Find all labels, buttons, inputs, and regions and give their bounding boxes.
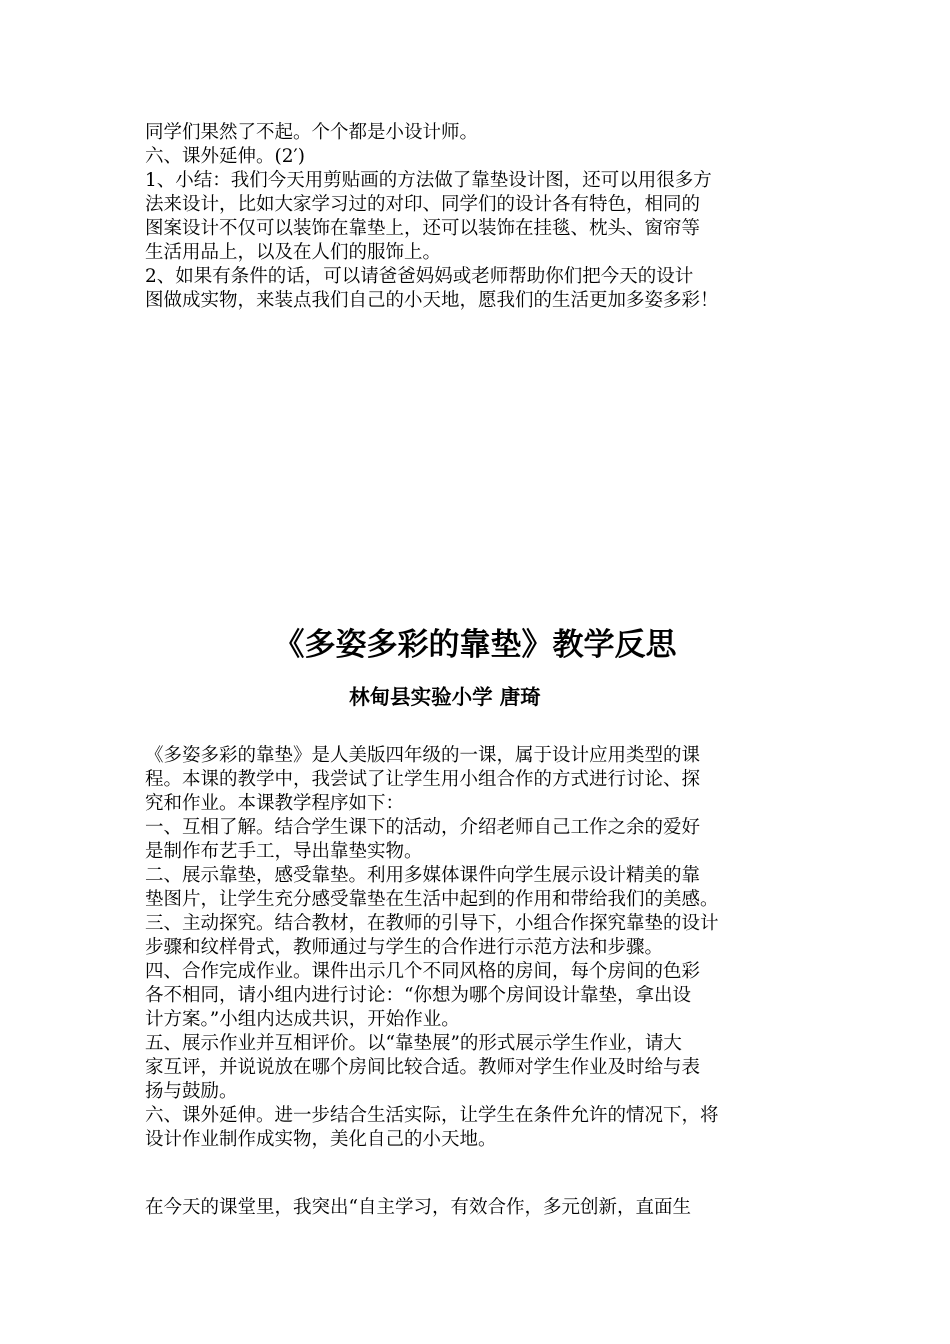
- paragraph-line: 扬与鼓励。: [145, 1081, 238, 1102]
- paragraph-line: 设计作业制作成实物，美化自己的小天地。: [145, 1129, 497, 1150]
- paragraph-line: 是制作布艺手工，导出靠垫实物。: [145, 841, 423, 862]
- author-line: 林甸县实验小学 唐琦: [349, 685, 541, 709]
- paragraph-line: 生活用品上，以及在人们的服饰上。: [145, 242, 442, 263]
- paragraph-line: 法来设计，比如大家学习过的对印、同学们的设计各有特色，相同的: [145, 194, 701, 215]
- paragraph-line: 各不相同，请小组内进行讨论：“你想为哪个房间设计靠垫，拿出设: [145, 985, 691, 1006]
- paragraph-line: 《多姿多彩的靠垫》是人美版四年级的一课，属于设计应用类型的课: [145, 745, 701, 766]
- paragraph-line: 程。本课的教学中，我尝试了让学生用小组合作的方式进行讨论、探: [145, 769, 701, 790]
- paragraph-line: 同学们果然了不起。个个都是小设计师。: [145, 122, 479, 143]
- paragraph-line: 1、小结：我们今天用剪贴画的方法做了靠垫设计图，还可以用很多方: [145, 170, 712, 191]
- top-section: [145, 121, 825, 313]
- paragraph-line: 究和作业。本课教学程序如下：: [145, 793, 405, 814]
- paragraph-line: 计方案。”小组内达成共识，开始作业。: [145, 1009, 460, 1030]
- paragraph-line: 二、展示靠垫，感受靠垫。利用多媒体课件向学生展示设计精美的靠: [145, 865, 701, 886]
- reflection-body: [145, 744, 825, 1152]
- paragraph-line: 三、主动探究。结合教材，在教师的引导下，小组合作探究靠垫的设计: [145, 913, 719, 934]
- paragraph-line: 在今天的课堂里，我突出“自主学习，有效合作，多元创新，直面生: [145, 1197, 691, 1218]
- paragraph-line: 六、课外延伸。进一步结合生活实际，让学生在条件允许的情况下，将: [145, 1105, 719, 1126]
- paragraph-line: 步骤和纹样骨式，教师通过与学生的合作进行示范方法和步骤。: [145, 937, 664, 958]
- paragraph-line: 四、合作完成作业。课件出示几个不同风格的房间，每个房间的色彩: [145, 961, 701, 982]
- paragraph-line: 六、课外延伸。(2′): [145, 146, 305, 167]
- paragraph-line: 家互评，并说说放在哪个房间比较合适。教师对学生作业及时给与表: [145, 1057, 701, 1078]
- paragraph-line: 垫图片，让学生充分感受靠垫在生活中起到的作用和带给我们的美感。: [145, 889, 719, 910]
- reflection-title: 《多姿多彩的靠垫》教学反思: [273, 627, 677, 663]
- paragraph-line: 2、如果有条件的话，可以请爸爸妈妈或老师帮助你们把今天的设计: [145, 266, 694, 287]
- closing-paragraph: [145, 1196, 825, 1220]
- paragraph-line: 一、互相了解。结合学生课下的活动，介绍老师自己工作之余的爱好: [145, 817, 701, 838]
- paragraph-line: 五、展示作业并互相评价。以“靠垫展”的形式展示学生作业，请大: [145, 1033, 682, 1054]
- paragraph-line: 图案设计不仅可以装饰在靠垫上，还可以装饰在挂毯、枕头、窗帘等: [145, 218, 701, 239]
- paragraph-line: 图做成实物，来装点我们自己的小天地，愿我们的生活更加多姿多彩！: [145, 290, 719, 311]
